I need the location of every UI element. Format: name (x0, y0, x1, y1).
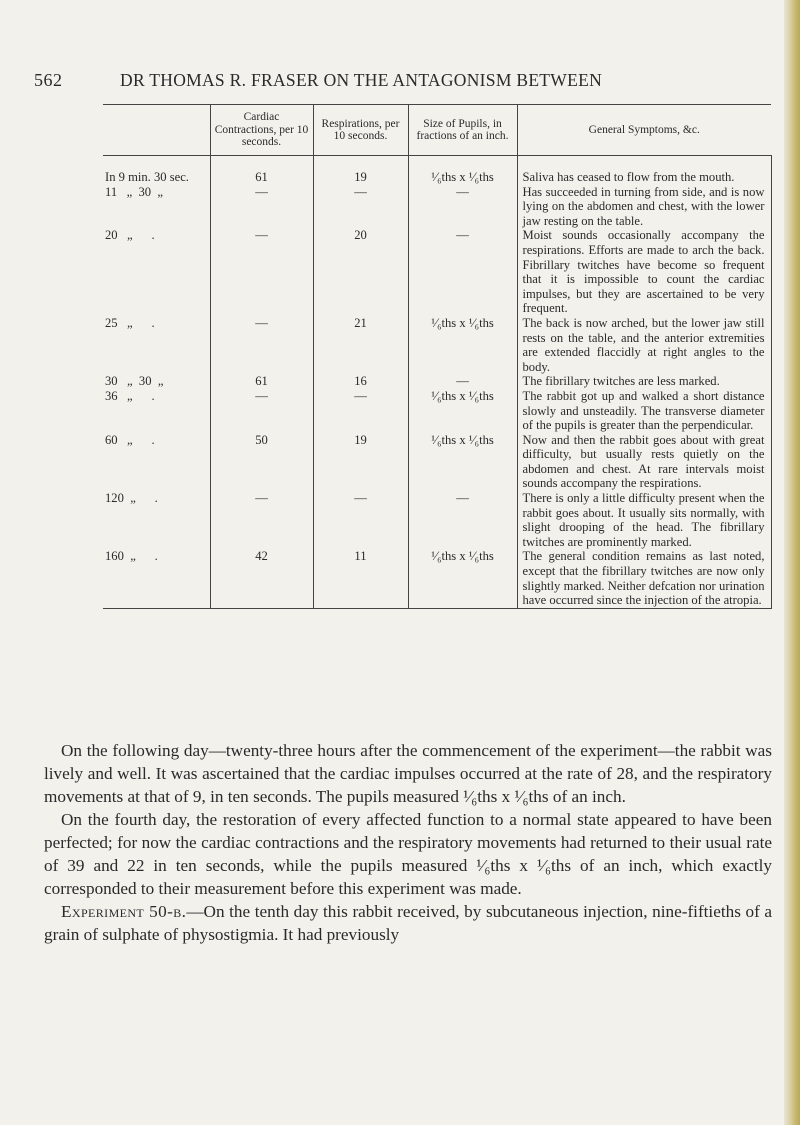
table-row (103, 433, 771, 491)
cardiac-cell: 50 (210, 433, 313, 491)
pupils-cell: — (408, 374, 517, 389)
cardiac-cell: — (210, 491, 313, 549)
cardiac-cell: 61 (210, 374, 313, 389)
pupils-cell: ¹⁄₆ths x ¹⁄₆ths (408, 549, 517, 608)
table-row (103, 156, 771, 185)
cardiac-cell: — (210, 228, 313, 316)
running-header (34, 70, 734, 96)
symptoms-cell: The back is now arched, but the lower jaw still rests on the table, and the anterior extremities are extended flaccidly at right angles to the body. (517, 316, 771, 374)
respirations-cell: 19 (313, 433, 408, 491)
cardiac-cell: — (210, 185, 313, 229)
pupils-cell: ¹⁄₆ths x ¹⁄₆ths (408, 433, 517, 491)
paragraph-fourth-day: On the fourth day, the restoration of every affected function to a normal state appeared to have been perfected; for now the cardiac contractions and the respiratory movements had returned to their usual rate of 39 and 22 in ten seconds, while the pupils measured ¹⁄₆ths x ¹⁄₆ths of an inch, which exactly corresponded to their measurement before this experiment was made. (44, 810, 772, 898)
header-cardiac: Cardiac Contractions, per 10 seconds. (210, 105, 313, 156)
time-cell: 120 „ . (105, 491, 158, 506)
table-row (103, 316, 771, 374)
respirations-cell: — (313, 491, 408, 549)
symptoms-cell: The fibrillary twitches are less marked. (517, 374, 771, 389)
paragraph-following-day: On the following day—twenty-three hours after the commencement of the experiment—the rabbit was lively and well. It was ascertained that the cardiac impulses occurred at the rate of 28, and the respiratory movements at that of 9, in ten seconds. The pupils measured ¹⁄₆ths x ¹⁄₆ths of an inch. (44, 741, 772, 806)
symptoms-cell: Now and then the rabbit goes about with great difficulty, but usually rests quietly on the abdomen and chest. At rare intervals moist sounds accompany the respirations. (517, 433, 771, 491)
symptoms-cell: The general condition remains as last noted, except that the fibrillary twitches are now only slightly marked. Neither defcation nor urination have occurred since the injection of the atropia. (517, 549, 771, 608)
body-text (44, 739, 772, 946)
cardiac-cell: — (210, 316, 313, 374)
table-row (103, 491, 771, 549)
time-cell: 36 „ . (105, 388, 155, 403)
header-pupils: Size of Pupils, in fractions of an inch. (408, 105, 517, 156)
cardiac-cell: 42 (210, 549, 313, 608)
respirations-cell: — (313, 185, 408, 229)
pupils-cell: — (408, 185, 517, 229)
time-cell: 60 „ . (105, 432, 155, 447)
respirations-cell: — (313, 389, 408, 433)
pupils-cell: — (408, 491, 517, 549)
experiment-label: Experiment 50-b. (61, 902, 187, 921)
observations-table (103, 104, 772, 609)
symptoms-cell: There is only a little difficulty present when the rabbit goes about. It usually sits normally, with slight drooping of the head. The fibrillary twitches are prominently marked. (517, 491, 771, 549)
pupils-cell: — (408, 228, 517, 316)
page-number: 562 (34, 70, 63, 90)
time-cell: 160 „ . (103, 549, 210, 608)
symptoms-cell: Saliva has ceased to flow from the mouth. (517, 156, 771, 185)
header-respirations: Respirations, per 10 seconds. (313, 105, 408, 156)
running-title: DR THOMAS R. FRASER ON THE ANTAGONISM BETWEEN (120, 70, 603, 90)
table-row (103, 374, 771, 389)
header-symptoms: General Symptoms, &c. (517, 105, 771, 156)
respirations-cell: 16 (313, 374, 408, 389)
respirations-cell: 20 (313, 228, 408, 316)
pupils-cell: ¹⁄₆ths x ¹⁄₆ths (408, 156, 517, 185)
time-cell: 25 „ . (105, 315, 155, 330)
respirations-cell: 19 (313, 156, 408, 185)
table-header-row (103, 105, 771, 156)
time-cell: In 9 min. 30 sec. (105, 170, 189, 184)
symptoms-cell: Has succeeded in turning from side, and is now lying on the abdomen and chest, with the lower jaw resting on the table. (517, 185, 771, 229)
header-time (103, 105, 210, 156)
respirations-cell: 21 (313, 316, 408, 374)
table-row (103, 228, 771, 316)
respirations-cell: 11 (313, 549, 408, 608)
cardiac-cell: — (210, 389, 313, 433)
page-edge (784, 0, 800, 1125)
time-cell: 30 „ 30 „ (105, 374, 164, 389)
pupils-cell: ¹⁄₆ths x ¹⁄₆ths (408, 316, 517, 374)
table-row (103, 389, 771, 433)
symptoms-cell: Moist sounds occasionally accompany the respirations. Efforts are made to arch the back. Fibrillary twitches have become so frequent that it is impossible to count the cardiac impulses, but they are ascertained to be very frequent. (517, 228, 771, 316)
experiment-text: —On the tenth day this rabbit received, by subcutaneous injection, nine-fiftieths of a grain of sulphate of physostigmia. It had previously (44, 902, 772, 944)
pupils-cell: ¹⁄₆ths x ¹⁄₆ths (408, 389, 517, 433)
symptoms-cell: The rabbit got up and walked a short distance slowly and unsteadily. The transverse diameter of the pupils is greater than the perpendicular. (517, 389, 771, 433)
table-row (103, 549, 771, 608)
cardiac-cell: 61 (210, 156, 313, 185)
table-row (103, 185, 771, 229)
paragraph-experiment (44, 900, 772, 946)
time-cell: 20 „ . (105, 228, 155, 243)
time-cell: 11 „ 30 „ (105, 184, 163, 199)
